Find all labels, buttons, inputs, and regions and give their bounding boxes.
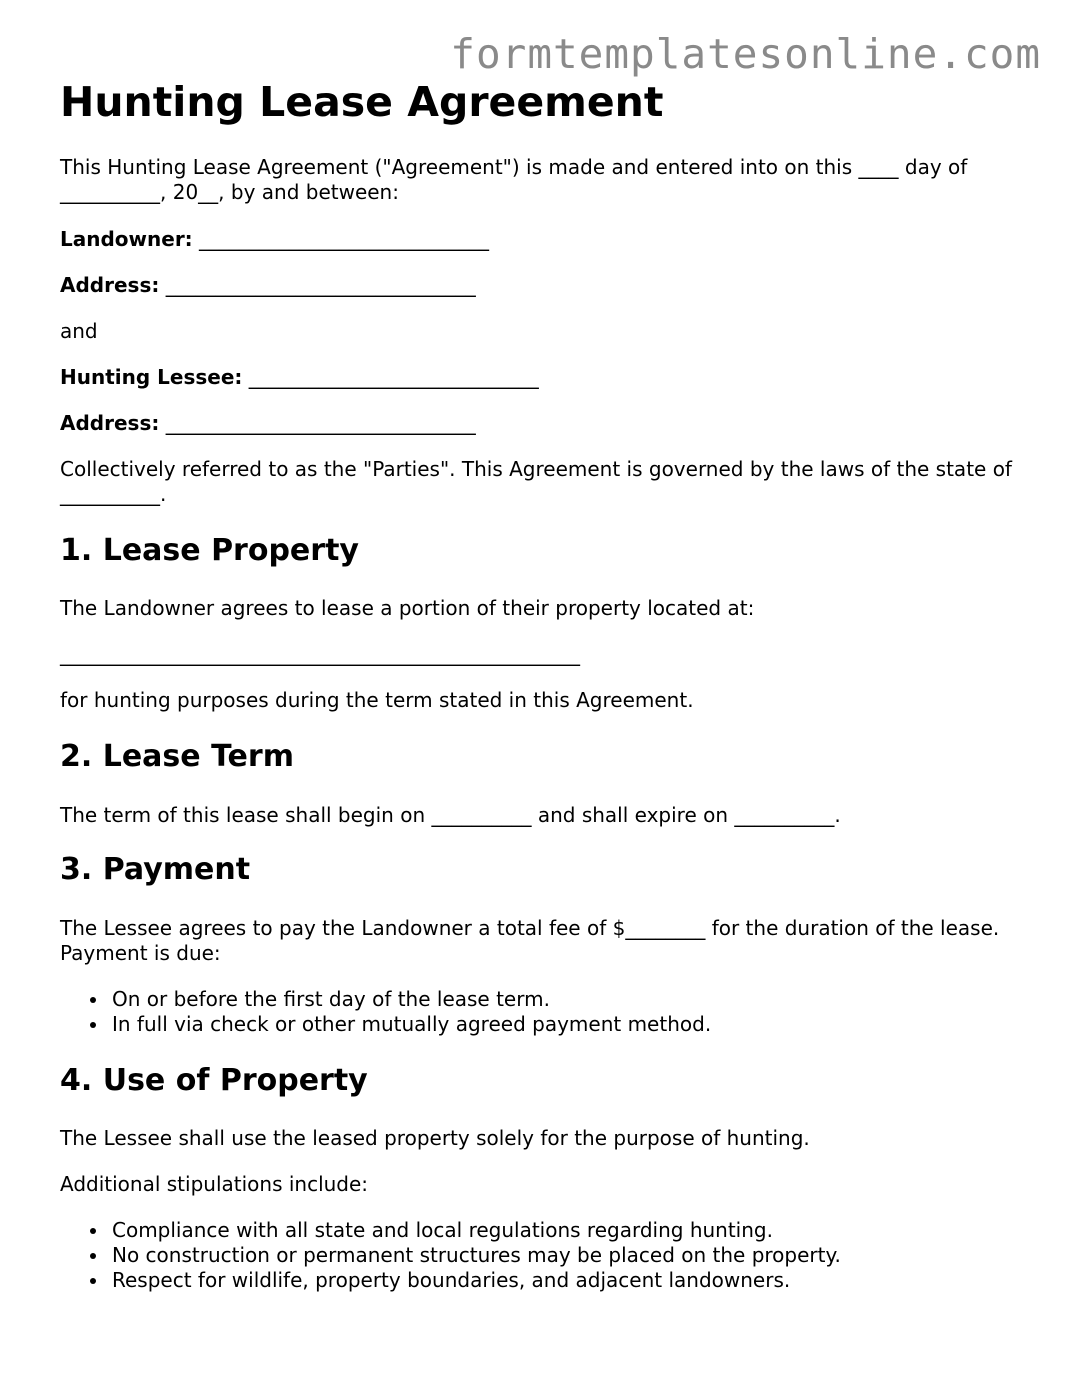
property-purpose: for hunting purposes during the term stated in this Agreement.: [60, 688, 694, 712]
lessee-address-label: Address:: [60, 411, 160, 435]
stipulations-list: [60, 1218, 841, 1293]
lessee-blank: _____________________________: [248, 365, 539, 389]
list-item: On or before the first day of the lease term.: [112, 987, 711, 1012]
lessee-line: [60, 365, 1020, 390]
landowner-blank: _____________________________: [199, 227, 490, 251]
landowner-address-label: Address:: [60, 273, 160, 297]
landowner-address-blank: _______________________________: [165, 273, 476, 297]
list-item: Respect for wildlife, property boundaries, and adjacent landowners.: [112, 1268, 841, 1293]
and-text: and: [60, 319, 98, 343]
property-address-blank: ____________________________________________________: [60, 642, 580, 666]
watermark: formtemplatesonline.com: [450, 30, 1041, 78]
landowner-line: [60, 227, 1020, 252]
list-item: In full via check or other mutually agreed payment method.: [112, 1012, 712, 1036]
stipulations-intro: Additional stipulations include:: [60, 1172, 369, 1196]
collective-paragraph: Collectively referred to as the "Parties". This Agreement is governed by the laws of the state of __________.: [60, 457, 1012, 506]
payment-list: [60, 987, 711, 1037]
document-title: Hunting Lease Agreement: [60, 78, 664, 126]
section-heading-property: 1. Lease Property: [60, 533, 359, 568]
landowner-label: Landowner:: [60, 227, 193, 251]
list-item: Compliance with all state and local regulations regarding hunting.: [112, 1218, 841, 1243]
property-text: The Landowner agrees to lease a portion of their property located at:: [60, 596, 755, 620]
section-heading-term: 2. Lease Term: [60, 739, 294, 774]
term-text: The term of this lease shall begin on __________ and shall expire on __________.: [60, 803, 841, 827]
lessee-label: Hunting Lessee:: [60, 365, 243, 389]
section-heading-use: 4. Use of Property: [60, 1063, 368, 1098]
intro-paragraph: This Hunting Lease Agreement ("Agreement") is made and entered into on this ____ day of __________, 20__, by and between:: [60, 155, 968, 204]
list-item: No construction or permanent structures may be placed on the property.: [112, 1243, 841, 1267]
lessee-address-blank: _______________________________: [165, 411, 476, 435]
section-heading-payment: 3. Payment: [60, 852, 251, 887]
landowner-address-line: [60, 273, 1020, 298]
lessee-address-line: [60, 411, 1020, 436]
use-text: The Lessee shall use the leased property solely for the purpose of hunting.: [60, 1126, 810, 1150]
payment-text: The Lessee agrees to pay the Landowner a total fee of $________ for the duration of the lease. Payment is due:: [60, 916, 1000, 965]
